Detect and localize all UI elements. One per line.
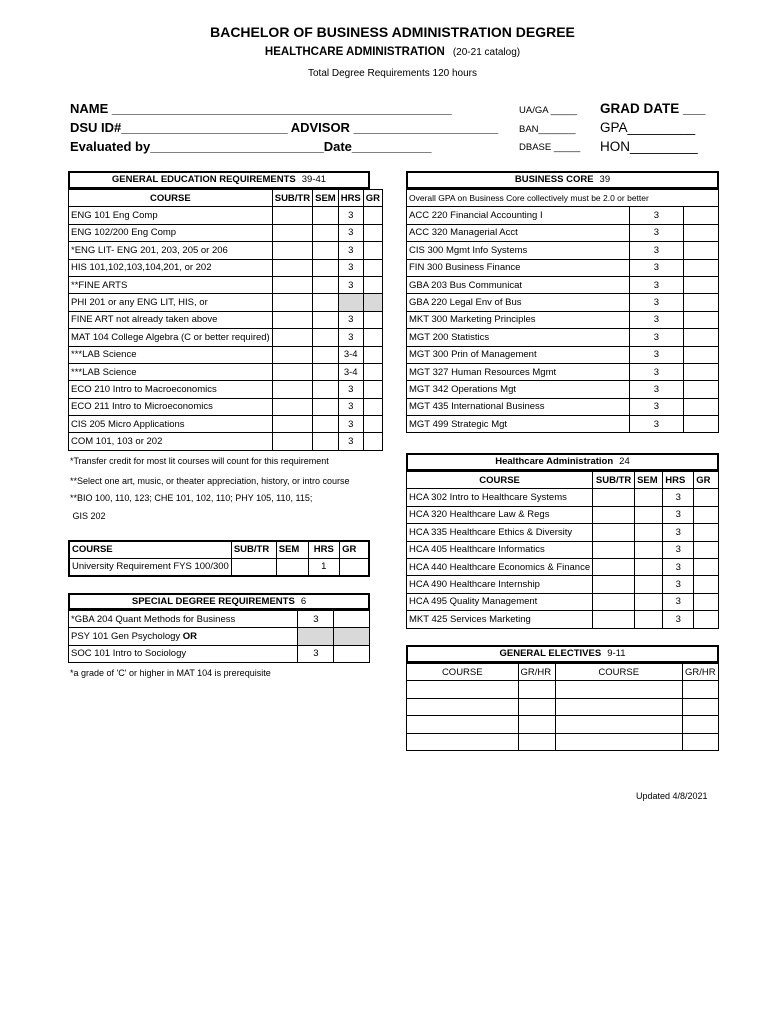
elective-cell[interactable]: [682, 733, 718, 750]
core-course: FIN 300 Business Finance: [407, 259, 630, 276]
special-hrs: 3: [298, 645, 334, 662]
table-row: [69, 645, 370, 662]
hca-sem-cell[interactable]: [635, 558, 663, 575]
core-hrs: 3: [629, 363, 684, 380]
core-gr-cell[interactable]: [684, 259, 719, 276]
col-gr: GR: [363, 190, 382, 207]
special-gr-cell[interactable]: [334, 645, 370, 662]
core-hrs: 3: [629, 381, 684, 398]
table-row: [407, 506, 719, 523]
special-hrs: 3: [298, 611, 334, 628]
gen-ed-sem-cell[interactable]: [313, 398, 339, 415]
univ-course: University Requirement FYS 100/300: [69, 558, 231, 575]
elective-cell[interactable]: [407, 733, 519, 750]
hca-sem-cell[interactable]: [635, 489, 663, 506]
table-row: [69, 398, 383, 415]
special-or: OR: [182, 631, 198, 643]
hca-sem-cell[interactable]: [635, 611, 663, 628]
grad-date-field: GRAD DATE ___: [600, 101, 706, 116]
gen-ed-sem-cell[interactable]: [313, 207, 339, 224]
business-core-title: [406, 171, 719, 189]
core-hrs: 3: [629, 207, 684, 224]
hca-course: HCA 490 Healthcare Internship: [407, 576, 593, 593]
core-gr-cell[interactable]: [684, 416, 719, 433]
special-title-label: SPECIAL DEGREE REQUIREMENTS: [131, 596, 295, 607]
special-course: [69, 628, 298, 645]
core-course: MKT 300 Marketing Principles: [407, 311, 630, 328]
hca-col-sem: SEM: [635, 472, 663, 489]
gen-ed-hrs: 3: [338, 311, 363, 328]
col-hrs: HRS: [338, 190, 363, 207]
gen-ed-course: HIS 101,102,103,104,201, or 202: [69, 259, 273, 276]
gen-ed-sem-cell[interactable]: [313, 276, 339, 293]
gen-ed-subtr-cell[interactable]: [272, 224, 312, 241]
gen-ed-subtr-cell[interactable]: [272, 346, 312, 363]
gpa-field: GPA_________: [600, 120, 696, 135]
gen-ed-sem-cell[interactable]: [313, 416, 339, 433]
table-row: [69, 276, 383, 293]
table-row: [69, 294, 383, 311]
core-hrs: 3: [629, 346, 684, 363]
gen-ed-subtr-cell[interactable]: [272, 363, 312, 380]
hca-sem-cell[interactable]: [635, 576, 663, 593]
core-hrs: 3: [629, 329, 684, 346]
hca-sem-cell[interactable]: [635, 541, 663, 558]
electives-table: [406, 663, 719, 751]
hca-col-subtr: SUB/TR: [593, 472, 635, 489]
gen-ed-hrs: [338, 294, 363, 311]
hca-hrs: 3: [663, 576, 694, 593]
core-gr-cell[interactable]: [684, 242, 719, 259]
gen-ed-sem-cell[interactable]: [313, 381, 339, 398]
special-gr-cell[interactable]: [334, 611, 370, 628]
name-line: NAME _______________________________________________: [70, 101, 452, 116]
gen-ed-hrs: 3-4: [338, 346, 363, 363]
hca-subtr-cell[interactable]: [593, 576, 635, 593]
gen-ed-gr-cell[interactable]: [363, 346, 382, 363]
gen-ed-sem-cell[interactable]: [313, 259, 339, 276]
gen-ed-course: **FINE ARTS: [69, 276, 273, 293]
gen-ed-gr-cell[interactable]: [363, 363, 382, 380]
gen-ed-subtr-cell[interactable]: [272, 242, 312, 259]
hca-course: HCA 320 Healthcare Law & Regs: [407, 506, 593, 523]
healthcare-hours: 24: [619, 456, 630, 467]
special-hours: 6: [300, 596, 307, 607]
special-table: [68, 610, 370, 663]
dbase-field: DBASE _____: [519, 142, 581, 153]
elective-cell[interactable]: [682, 698, 718, 715]
core-hrs: 3: [629, 276, 684, 293]
gen-ed-hrs: 3: [338, 398, 363, 415]
table-row: [407, 207, 719, 224]
hca-hrs: 3: [663, 506, 694, 523]
core-gr-cell[interactable]: [684, 329, 719, 346]
gen-ed-subtr-cell[interactable]: [272, 433, 312, 450]
table-row: [407, 489, 719, 506]
gen-ed-sem-cell[interactable]: [313, 329, 339, 346]
univ-col-subtr: SUB/TR: [231, 541, 276, 558]
table-row: [407, 294, 719, 311]
hca-subtr-cell[interactable]: [593, 541, 635, 558]
gen-ed-gr-cell[interactable]: [363, 398, 382, 415]
hca-hrs: 3: [663, 541, 694, 558]
core-gr-cell[interactable]: [684, 224, 719, 241]
gen-ed-sem-cell[interactable]: [313, 294, 339, 311]
gen-ed-gr-cell: [363, 294, 382, 311]
gen-ed-sem-cell[interactable]: [313, 433, 339, 450]
hca-hrs: 3: [663, 593, 694, 610]
gen-ed-subtr-cell[interactable]: [272, 416, 312, 433]
ban-field: BAN_______: [519, 124, 576, 135]
table-row: [407, 524, 719, 541]
gen-ed-subtr-cell[interactable]: [272, 381, 312, 398]
table-row: [69, 311, 383, 328]
table-row: [407, 381, 719, 398]
gen-ed-course: ***LAB Science: [69, 363, 273, 380]
univ-col-sem: SEM: [276, 541, 308, 558]
core-hrs: 3: [629, 224, 684, 241]
healthcare-label: Healthcare Administration: [495, 456, 614, 467]
hca-col-gr: GR: [694, 472, 719, 489]
hca-hrs: 3: [663, 558, 694, 575]
program-name: HEALTHCARE ADMINISTRATION: [264, 46, 445, 58]
hca-gr-cell[interactable]: [694, 541, 719, 558]
table-row: [407, 329, 719, 346]
special-course-text: PSY 101 Gen Psychology: [71, 631, 181, 643]
elective-col-course-2: COURSE: [555, 664, 682, 681]
table-row: [407, 593, 719, 610]
elective-col-grhr-2: GR/HR: [682, 664, 718, 681]
table-row: [407, 576, 719, 593]
col-sem: SEM: [313, 190, 339, 207]
hca-course: HCA 302 Intro to Healthcare Systems: [407, 489, 593, 506]
univ-gr-cell[interactable]: [340, 558, 369, 575]
hca-subtr-cell[interactable]: [593, 489, 635, 506]
univ-col-course: COURSE: [69, 541, 231, 558]
gen-ed-hrs: 3: [338, 242, 363, 259]
gen-ed-course: ECO 211 Intro to Microeconomics: [69, 398, 273, 415]
table-row: [69, 363, 383, 380]
gen-ed-hrs: 3: [338, 276, 363, 293]
gen-ed-subtr-cell[interactable]: [272, 259, 312, 276]
special-gr-cell: [334, 628, 370, 645]
gen-ed-subtr-cell[interactable]: [272, 398, 312, 415]
core-hrs: 3: [629, 398, 684, 415]
univ-hrs: 1: [308, 558, 340, 575]
gen-ed-sem-cell[interactable]: [313, 346, 339, 363]
business-core-hours: 39: [599, 174, 611, 185]
table-row: [407, 416, 719, 433]
core-course: ACC 320 Managerial Acct: [407, 224, 630, 241]
hca-subtr-cell[interactable]: [593, 593, 635, 610]
gen-ed-course: PHI 201 or any ENG LIT, HIS, or: [69, 294, 273, 311]
gen-ed-hours: 39-41: [301, 174, 327, 185]
hca-gr-cell[interactable]: [694, 593, 719, 610]
special-hrs: [298, 628, 334, 645]
electives-title: [406, 645, 719, 663]
gen-ed-subtr-cell[interactable]: [272, 294, 312, 311]
elective-cell[interactable]: [407, 698, 519, 715]
core-gr-cell[interactable]: [684, 346, 719, 363]
table-row: [69, 207, 383, 224]
core-course: MGT 499 Strategic Mgt: [407, 416, 630, 433]
hca-sem-cell[interactable]: [635, 593, 663, 610]
hca-gr-cell[interactable]: [694, 524, 719, 541]
gen-ed-course: MAT 104 College Algebra (C or better required): [69, 329, 273, 346]
core-hrs: 3: [629, 259, 684, 276]
gen-ed-title: [68, 171, 370, 189]
gen-ed-note-3: **BIO 100, 110, 123; CHE 101, 102, 110; PHY 105, 110, 115;: [70, 493, 313, 503]
special-title: [68, 593, 370, 610]
gen-ed-gr-cell[interactable]: [363, 276, 382, 293]
gen-ed-course: ECO 210 Intro to Macroeconomics: [69, 381, 273, 398]
core-gr-cell[interactable]: [684, 398, 719, 415]
business-core-label: BUSINESS CORE: [514, 174, 594, 185]
hca-sem-cell[interactable]: [635, 506, 663, 523]
table-row: [69, 381, 383, 398]
gen-ed-subtr-cell[interactable]: [272, 329, 312, 346]
gen-ed-sem-cell[interactable]: [313, 224, 339, 241]
core-hrs: 3: [629, 311, 684, 328]
table-row: [69, 346, 383, 363]
gen-ed-gr-cell[interactable]: [363, 433, 382, 450]
core-gr-cell[interactable]: [684, 276, 719, 293]
table-row: [69, 628, 370, 645]
business-core-table: [406, 189, 719, 433]
gen-ed-hrs: 3: [338, 329, 363, 346]
special-course: SOC 101 Intro to Sociology: [69, 645, 298, 662]
core-course: MGT 327 Human Resources Mgmt: [407, 363, 630, 380]
col-subtr: SUB/TR: [272, 190, 312, 207]
table-row: [407, 681, 719, 698]
table-row: [407, 363, 719, 380]
gen-ed-gr-cell[interactable]: [363, 311, 382, 328]
document-title: BACHELOR OF BUSINESS ADMINISTRATION DEGREE: [210, 24, 575, 40]
core-course: GBA 203 Bus Communicat: [407, 276, 630, 293]
special-note: *a grade of 'C' or higher in MAT 104 is prerequisite: [70, 668, 271, 678]
document-subtitle: [0, 46, 770, 58]
electives-label: GENERAL ELECTIVES: [499, 648, 602, 659]
gen-ed-gr-cell[interactable]: [363, 381, 382, 398]
table-row: [69, 259, 383, 276]
elective-cell[interactable]: [518, 698, 555, 715]
table-row: [69, 416, 383, 433]
gen-ed-gr-cell[interactable]: [363, 242, 382, 259]
hca-gr-cell[interactable]: [694, 611, 719, 628]
elective-cell[interactable]: [682, 716, 718, 733]
gen-ed-subtr-cell[interactable]: [272, 276, 312, 293]
elective-cell[interactable]: [518, 716, 555, 733]
table-row: [69, 242, 383, 259]
hca-course: HCA 335 Healthcare Ethics & Diversity: [407, 524, 593, 541]
table-row: [407, 733, 719, 750]
gen-ed-course: ENG 102/200 Eng Comp: [69, 224, 273, 241]
elective-cell[interactable]: [555, 681, 682, 698]
gen-ed-hrs: 3: [338, 207, 363, 224]
table-row: [407, 276, 719, 293]
table-row: [407, 311, 719, 328]
table-row: [69, 224, 383, 241]
hca-hrs: 3: [663, 524, 694, 541]
univ-col-gr: GR: [340, 541, 369, 558]
core-gr-cell[interactable]: [684, 294, 719, 311]
gen-ed-hrs: 3: [338, 259, 363, 276]
table-row: [407, 698, 719, 715]
table-row: [407, 259, 719, 276]
gen-ed-gr-cell[interactable]: [363, 224, 382, 241]
updated-date: Updated 4/8/2021: [636, 791, 708, 801]
table-row: [69, 329, 383, 346]
gen-ed-subtr-cell[interactable]: [272, 311, 312, 328]
gen-ed-course: *ENG LIT- ENG 201, 203, 205 or 206: [69, 242, 273, 259]
gen-ed-gr-cell[interactable]: [363, 207, 382, 224]
table-row: [69, 611, 370, 628]
table-row: [407, 611, 719, 628]
gen-ed-sem-cell[interactable]: [313, 363, 339, 380]
evaluated-line: Evaluated by________________________Date___________: [70, 139, 432, 154]
hca-sem-cell[interactable]: [635, 524, 663, 541]
univ-subtr-cell[interactable]: [231, 558, 276, 575]
hca-gr-cell[interactable]: [694, 489, 719, 506]
core-course: MGT 300 Prin of Management: [407, 346, 630, 363]
hca-course: HCA 440 Healthcare Economics & Finance: [407, 558, 593, 575]
gen-ed-course: CIS 205 Micro Applications: [69, 416, 273, 433]
catalog-year: (20-21 catalog): [452, 47, 521, 58]
hca-subtr-cell[interactable]: [593, 558, 635, 575]
hca-course: HCA 495 Quality Management: [407, 593, 593, 610]
table-row: [407, 716, 719, 733]
gen-ed-gr-cell[interactable]: [363, 416, 382, 433]
gen-ed-sem-cell[interactable]: [313, 242, 339, 259]
gen-ed-title-label: GENERAL EDUCATION REQUIREMENTS: [111, 174, 296, 185]
gen-ed-hrs: 3: [338, 416, 363, 433]
core-gr-cell[interactable]: [684, 363, 719, 380]
hca-course: HCA 405 Healthcare Informatics: [407, 541, 593, 558]
elective-cell[interactable]: [682, 681, 718, 698]
hca-course: MKT 425 Services Marketing: [407, 611, 593, 628]
core-gr-cell[interactable]: [684, 207, 719, 224]
elective-cell[interactable]: [518, 681, 555, 698]
hca-gr-cell[interactable]: [694, 558, 719, 575]
hca-col-hrs: HRS: [663, 472, 694, 489]
gen-ed-course: COM 101, 103 or 202: [69, 433, 273, 450]
core-course: MGT 342 Operations Mgt: [407, 381, 630, 398]
col-course: COURSE: [69, 190, 273, 207]
table-row: [69, 433, 383, 450]
dsu-advisor-line: DSU ID#_______________________ ADVISOR ____________________: [70, 120, 499, 135]
business-core-note: Overall GPA on Business Core collectively must be 2.0 or better: [407, 190, 719, 207]
gen-ed-gr-cell[interactable]: [363, 259, 382, 276]
core-course: MGT 435 International Business: [407, 398, 630, 415]
gen-ed-note-1: *Transfer credit for most lit courses will count for this requirement: [70, 456, 329, 466]
core-gr-cell[interactable]: [684, 381, 719, 398]
core-course: GBA 220 Legal Env of Bus: [407, 294, 630, 311]
gen-ed-course: FINE ART not already taken above: [69, 311, 273, 328]
univ-col-hrs: HRS: [308, 541, 340, 558]
gen-ed-hrs: 3: [338, 433, 363, 450]
table-row: [407, 541, 719, 558]
table-row: [407, 242, 719, 259]
gen-ed-course: ENG 101 Eng Comp: [69, 207, 273, 224]
table-row: [407, 224, 719, 241]
elective-cell[interactable]: [555, 733, 682, 750]
core-hrs: 3: [629, 242, 684, 259]
core-course: MGT 200 Statistics: [407, 329, 630, 346]
gen-ed-hrs: 3: [338, 224, 363, 241]
healthcare-table: [406, 471, 719, 629]
core-course: ACC 220 Financial Accounting I: [407, 207, 630, 224]
hca-col-course: COURSE: [407, 472, 593, 489]
hon-field: HON_________: [600, 139, 698, 154]
healthcare-title: [406, 453, 719, 471]
gen-ed-hrs: 3: [338, 381, 363, 398]
university-table: [68, 540, 370, 577]
core-course: CIS 300 Mgmt Info Systems: [407, 242, 630, 259]
elective-cell[interactable]: [407, 681, 519, 698]
electives-hours: 9-11: [607, 648, 626, 659]
hca-hrs: 3: [663, 489, 694, 506]
gen-ed-note-2: **Select one art, music, or theater appreciation, history, or intro course: [70, 476, 350, 486]
gen-ed-note-4: GIS 202: [70, 511, 106, 521]
elective-cell[interactable]: [407, 716, 519, 733]
gen-ed-hrs: 3-4: [338, 363, 363, 380]
table-row: [407, 346, 719, 363]
gen-ed-course: ***LAB Science: [69, 346, 273, 363]
hca-subtr-cell[interactable]: [593, 506, 635, 523]
univ-sem-cell[interactable]: [276, 558, 308, 575]
elective-col-course: COURSE: [407, 664, 519, 681]
hca-gr-cell[interactable]: [694, 506, 719, 523]
elective-cell[interactable]: [518, 733, 555, 750]
core-gr-cell[interactable]: [684, 311, 719, 328]
special-course: *GBA 204 Quant Methods for Business: [69, 611, 298, 628]
gen-ed-sem-cell[interactable]: [313, 311, 339, 328]
elective-cell[interactable]: [555, 716, 682, 733]
gen-ed-table: [68, 189, 383, 451]
elective-col-grhr: GR/HR: [518, 664, 555, 681]
table-row: [407, 398, 719, 415]
hca-gr-cell[interactable]: [694, 576, 719, 593]
table-row: [69, 558, 369, 575]
hca-subtr-cell[interactable]: [593, 524, 635, 541]
uaga-field: UA/GA _____: [519, 105, 578, 116]
table-row: [407, 558, 719, 575]
elective-cell[interactable]: [555, 698, 682, 715]
hca-hrs: 3: [663, 611, 694, 628]
total-hours: Total Degree Requirements 120 hours: [308, 68, 477, 79]
gen-ed-gr-cell[interactable]: [363, 329, 382, 346]
core-hrs: 3: [629, 416, 684, 433]
core-hrs: 3: [629, 294, 684, 311]
gen-ed-subtr-cell[interactable]: [272, 207, 312, 224]
hca-subtr-cell[interactable]: [593, 611, 635, 628]
